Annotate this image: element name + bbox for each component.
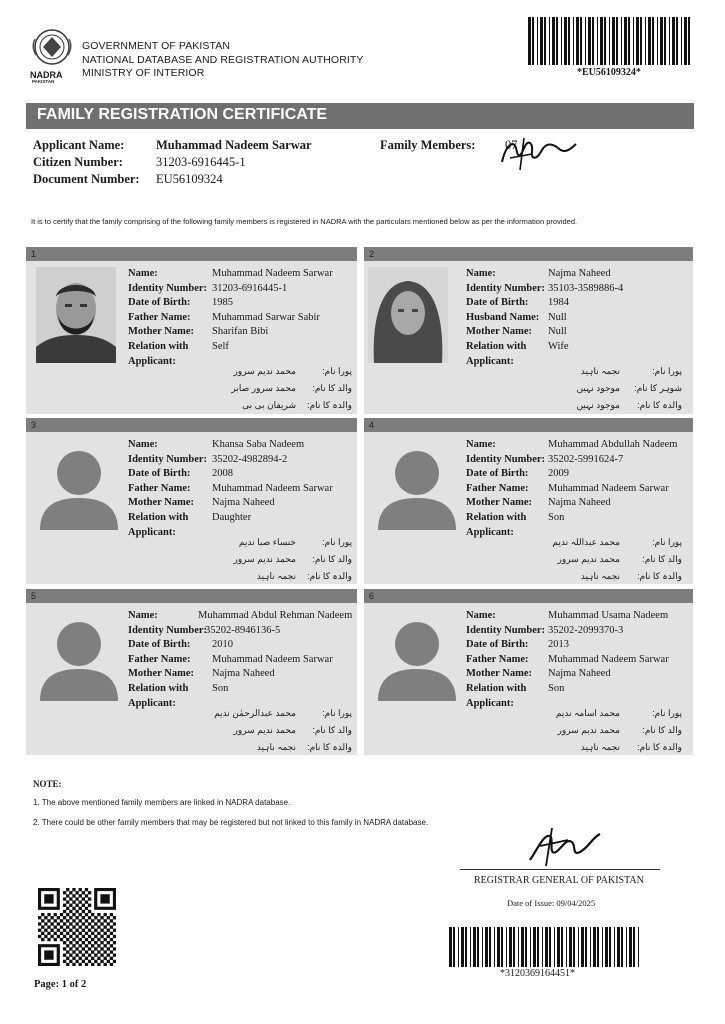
date-of-issue-value: 09/04/2025 xyxy=(556,898,596,908)
member-husband-name-label: Husband Name: xyxy=(466,311,540,323)
member-photo-icon xyxy=(36,267,116,363)
member-date-of-birth-label: Date of Birth: xyxy=(466,639,529,651)
member-identity-number-label: Identity Number: xyxy=(128,282,208,294)
member-card xyxy=(364,418,693,584)
urdu-mother-name-label: والدہ کا نام: xyxy=(307,742,352,752)
member-name-value: Muhammad Abdullah Nadeem xyxy=(548,439,678,450)
document-barcode xyxy=(526,17,692,65)
member-mother-name-value: Sharifan Bibi xyxy=(212,326,269,338)
member-mother-name-label: Mother Name: xyxy=(128,668,194,680)
member-name-value: Najma Naheed xyxy=(548,268,611,279)
member-card xyxy=(26,247,357,414)
member-father-name-value: Muhammad Nadeem Sarwar xyxy=(548,653,669,665)
member-mother-name-label: Mother Name: xyxy=(466,668,532,680)
urdu-name-label: پورا نام: xyxy=(652,366,682,376)
member-date-of-birth-value: 2009 xyxy=(548,468,569,480)
urdu-mother-name-value: نجمہ ناہید xyxy=(580,742,620,752)
urdu-father-name-label: والد کا نام: xyxy=(312,383,352,393)
member-card-header xyxy=(364,589,693,603)
member-date-of-birth-label: Date of Birth: xyxy=(466,297,529,309)
member-identity-number-label: Identity Number: xyxy=(466,282,546,294)
urdu-mother-name-value: شریفان بی بی xyxy=(242,400,296,410)
member-mother-name-label: Mother Name: xyxy=(128,497,194,509)
member-card xyxy=(364,247,693,414)
urdu-name-label: پورا نام: xyxy=(652,537,682,547)
member-card-header xyxy=(26,589,357,603)
member-father-name-value: Muhammad Sarwar Sabir xyxy=(212,311,320,323)
member-index: 2 xyxy=(369,249,375,259)
member-name-label: Name: xyxy=(466,268,496,279)
member-applicant-label: Applicant: xyxy=(128,526,176,538)
urdu-mother-name-value: نجمہ ناہید xyxy=(256,742,296,752)
member-mother-name-value: Najma Naheed xyxy=(548,497,611,509)
note-item-1: 1. The above mentioned family members are linked in NADRA database. xyxy=(33,798,291,807)
member-card xyxy=(26,418,357,584)
note-item-2: 2. There could be other family members that may be registered but not linked to this family in NADRA database. xyxy=(33,818,429,827)
logo-text: NADRA xyxy=(30,70,63,80)
member-index: 4 xyxy=(369,420,375,430)
member-mother-name-value: Najma Naheed xyxy=(212,497,275,509)
member-relation-value: Son xyxy=(548,683,565,694)
member-photo xyxy=(374,442,460,542)
member-father-name-label: Father Name: xyxy=(128,311,191,323)
member-card-header xyxy=(26,247,357,261)
member-photo xyxy=(36,442,122,542)
member-mother-name-value: Najma Naheed xyxy=(212,668,275,680)
member-relation-label: Relation with xyxy=(466,683,527,694)
urdu-father-name-label: شوہر کا نام: xyxy=(634,383,682,393)
member-identity-number-value: 35103-3589886-4 xyxy=(548,282,624,294)
citizen-barcode xyxy=(447,927,643,967)
family-members-label: Family Members: xyxy=(380,138,476,152)
member-husband-name-value: Null xyxy=(548,311,567,323)
urdu-name-label: پورا نام: xyxy=(322,708,352,718)
certificate-title: FAMILY REGISTRATION CERTIFICATE xyxy=(37,106,328,123)
urdu-father-name-value: موجود نہیں xyxy=(576,383,620,393)
urdu-father-name-value: محمد سرور صابر xyxy=(231,383,296,393)
member-applicant-label: Applicant: xyxy=(466,526,514,538)
member-photo xyxy=(36,267,122,367)
member-relation-value: Daughter xyxy=(212,512,252,523)
member-photo xyxy=(368,267,454,367)
urdu-mother-name-label: والدہ کا نام: xyxy=(637,742,682,752)
urdu-name-value: نجمہ ناہید xyxy=(580,366,620,376)
signature-top xyxy=(490,128,580,178)
registrar-title: REGISTRAR GENERAL OF PAKISTAN xyxy=(474,875,644,886)
member-photo xyxy=(374,613,460,713)
urdu-name-value: خنساء صبا ندیم xyxy=(238,537,296,547)
person-placeholder-icon xyxy=(36,613,122,701)
member-date-of-birth-value: 2010 xyxy=(212,639,233,651)
member-photo xyxy=(36,613,122,713)
member-father-name-value: Muhammad Nadeem Sarwar xyxy=(548,482,669,494)
member-identity-number-value: 35202-2099370-3 xyxy=(548,624,624,636)
member-photo-icon xyxy=(368,267,448,363)
urdu-mother-name-value: موجود نہیں xyxy=(576,400,620,410)
member-identity-number-label: Identity Number: xyxy=(466,453,546,465)
urdu-father-name-value: محمد ندیم سرور xyxy=(233,554,296,564)
member-relation-label: Relation with xyxy=(128,512,189,523)
urdu-father-name-value: محمد ندیم سرور xyxy=(557,725,620,735)
urdu-father-name-label: والد کا نام: xyxy=(642,725,682,735)
urdu-mother-name-value: نجمہ ناہید xyxy=(580,571,620,581)
member-name-label: Name: xyxy=(466,439,496,450)
urdu-mother-name-label: والدہ کا نام: xyxy=(637,400,682,410)
citizen-number-label: Citizen Number: xyxy=(33,155,123,169)
member-identity-number-value: 35202-8946136-5 xyxy=(205,624,281,636)
header-government: GOVERNMENT OF PAKISTAN xyxy=(82,40,231,52)
member-father-name-label: Father Name: xyxy=(128,482,191,494)
member-identity-number-value: 35202-4982894-2 xyxy=(212,453,288,465)
member-name-label: Name: xyxy=(128,268,158,279)
qr-code-icon xyxy=(38,888,116,966)
member-index: 3 xyxy=(31,420,37,430)
member-applicant-label: Applicant: xyxy=(466,355,514,367)
member-date-of-birth-value: 2008 xyxy=(212,468,233,480)
member-identity-number-value: 31203-6916445-1 xyxy=(212,282,288,294)
header-nadra: NATIONAL DATABASE AND REGISTRATION AUTHORITY xyxy=(82,54,364,66)
member-mother-name-value: Null xyxy=(548,326,567,338)
urdu-father-name-value: محمد ندیم سرور xyxy=(557,554,620,564)
member-applicant-label: Applicant: xyxy=(128,355,176,367)
member-relation-value: Son xyxy=(548,512,565,523)
member-name-value: Muhammad Abdul Rehman Nadeem xyxy=(198,610,353,621)
urdu-father-name-label: والد کا نام: xyxy=(312,554,352,564)
urdu-father-name-label: والد کا نام: xyxy=(312,725,352,735)
person-placeholder-icon xyxy=(374,442,460,530)
barcode-icon xyxy=(447,927,643,967)
member-relation-label: Relation with xyxy=(128,683,189,694)
applicant-name-label: Applicant Name: xyxy=(33,138,125,152)
page-number: Page: 1 of 2 xyxy=(34,979,87,990)
member-date-of-birth-label: Date of Birth: xyxy=(466,468,529,480)
member-relation-label: Relation with xyxy=(466,341,527,352)
member-mother-name-value: Najma Naheed xyxy=(548,668,611,680)
urdu-father-name-value: محمد ندیم سرور xyxy=(233,725,296,735)
member-date-of-birth-value: 1984 xyxy=(548,297,569,309)
barcode-icon xyxy=(526,17,692,65)
member-card xyxy=(364,589,693,755)
citizen-number-value: 31203-6916445-1 xyxy=(156,155,246,169)
member-father-name-label: Father Name: xyxy=(466,653,529,665)
urdu-mother-name-label: والدہ کا نام: xyxy=(637,571,682,581)
logo-subtext: PAKISTAN xyxy=(32,79,55,84)
member-date-of-birth-label: Date of Birth: xyxy=(128,297,191,309)
member-name-value: Muhammad Nadeem Sarwar xyxy=(212,268,333,279)
urdu-mother-name-value: نجمہ ناہید xyxy=(256,571,296,581)
signature-icon xyxy=(490,128,580,178)
member-index: 1 xyxy=(31,249,37,259)
member-name-label: Name: xyxy=(466,610,496,621)
member-relation-value: Son xyxy=(212,683,229,694)
member-index: 6 xyxy=(369,591,375,601)
urdu-name-value: محمد اسامہ ندیم xyxy=(555,708,620,718)
urdu-mother-name-label: والدہ کا نام: xyxy=(307,571,352,581)
date-of-issue-label: Date of Issue: xyxy=(507,898,555,908)
member-name-label: Name: xyxy=(128,610,158,621)
document-number-label: Document Number: xyxy=(33,172,140,186)
applicant-name-value: Muhammad Nadeem Sarwar xyxy=(156,138,312,152)
urdu-name-value: محمد ندیم سرور xyxy=(233,366,296,376)
member-date-of-birth-label: Date of Birth: xyxy=(128,639,191,651)
signature-line xyxy=(460,869,660,870)
member-date-of-birth-label: Date of Birth: xyxy=(128,468,191,480)
date-of-issue xyxy=(507,898,595,908)
urdu-father-name-label: والد کا نام: xyxy=(642,554,682,564)
member-applicant-label: Applicant: xyxy=(128,697,176,709)
citizen-barcode-text: *3120369164451* xyxy=(500,968,575,979)
member-father-name-value: Muhammad Nadeem Sarwar xyxy=(212,482,333,494)
urdu-name-label: پورا نام: xyxy=(652,708,682,718)
member-card xyxy=(26,589,357,755)
member-identity-number-label: Identity Number: xyxy=(128,453,208,465)
family-members-value: 07 xyxy=(505,138,518,152)
member-index: 5 xyxy=(31,591,37,601)
member-mother-name-label: Mother Name: xyxy=(466,497,532,509)
member-date-of-birth-value: 2013 xyxy=(548,639,569,651)
urdu-name-label: پورا نام: xyxy=(322,366,352,376)
registrar-signature xyxy=(520,822,610,870)
member-card-header xyxy=(26,418,357,432)
member-identity-number-value: 35202-5991624-7 xyxy=(548,453,624,465)
member-card-header xyxy=(364,418,693,432)
member-name-value: Khansa Saba Nadeem xyxy=(212,439,305,450)
member-name-label: Name: xyxy=(128,439,158,450)
urdu-name-value: محمد عبداللہ ندیم xyxy=(552,537,620,547)
member-relation-label: Relation with xyxy=(128,341,189,352)
person-placeholder-icon xyxy=(374,613,460,701)
member-relation-value: Self xyxy=(212,341,229,352)
member-mother-name-label: Mother Name: xyxy=(128,326,194,338)
member-father-name-label: Father Name: xyxy=(128,653,191,665)
member-date-of-birth-value: 1985 xyxy=(212,297,233,309)
person-placeholder-icon xyxy=(36,442,122,530)
document-number-value: EU56109324 xyxy=(156,172,223,186)
member-father-name-label: Father Name: xyxy=(466,482,529,494)
signature-icon xyxy=(520,822,610,870)
member-relation-label: Relation with xyxy=(466,512,527,523)
member-mother-name-label: Mother Name: xyxy=(466,326,532,338)
certify-statement: It is to certify that the family comprising of the following family members is registered in NADRA with the particulars mentioned below as per the information provided. xyxy=(31,217,578,226)
qr-code xyxy=(38,888,116,966)
urdu-name-value: محمد عبدالرحمٰن ندیم xyxy=(214,708,296,718)
member-father-name-value: Muhammad Nadeem Sarwar xyxy=(212,653,333,665)
notes-title: NOTE: xyxy=(33,779,62,789)
header-ministry: MINISTRY OF INTERIOR xyxy=(82,67,205,79)
member-relation-value: Wife xyxy=(548,341,569,352)
member-identity-number-label: Identity Number: xyxy=(466,624,546,636)
member-name-value: Muhammad Usama Nadeem xyxy=(548,610,669,621)
urdu-mother-name-label: والدہ کا نام: xyxy=(307,400,352,410)
member-identity-number-label: Identity Number: xyxy=(128,624,208,636)
urdu-name-label: پورا نام: xyxy=(322,537,352,547)
document-barcode-text: *EU56109324* xyxy=(577,67,641,78)
member-card-header xyxy=(364,247,693,261)
member-applicant-label: Applicant: xyxy=(466,697,514,709)
